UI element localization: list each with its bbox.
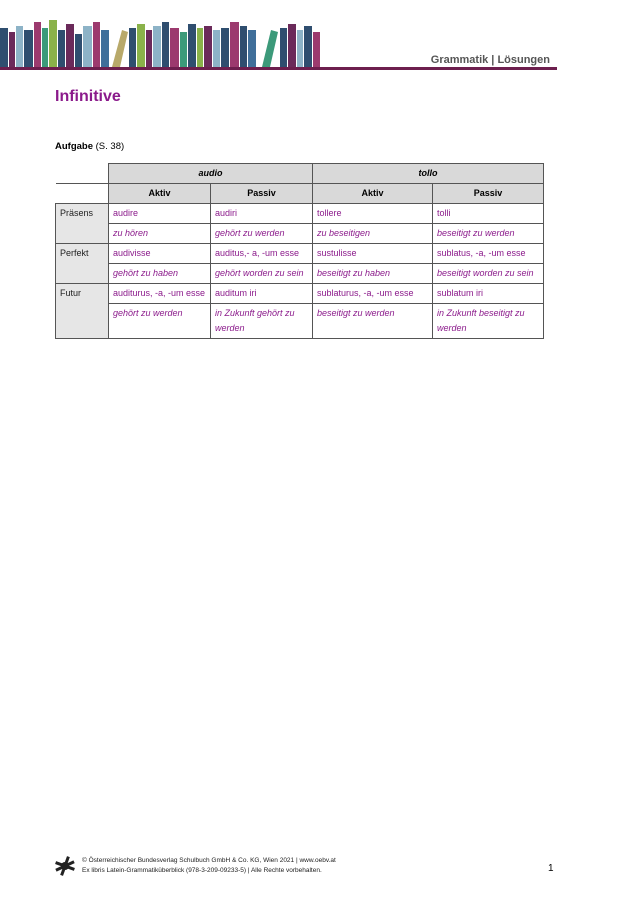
german-cell: gehört zu werden: [211, 224, 313, 244]
header-rule: [0, 67, 557, 70]
infinitive-table: [55, 163, 544, 339]
german-cell: gehört worden zu sein: [211, 264, 313, 284]
verb-header-tollo: tollo: [313, 164, 544, 184]
german-cell: in Zukunft gehört zu werden: [211, 304, 313, 339]
latin-cell: auditurus, -a, -um esse: [109, 284, 211, 304]
table-row: [56, 304, 544, 339]
table-row: [56, 224, 544, 244]
latin-cell: audivisse: [109, 244, 211, 264]
german-cell: beseitigt zu werden: [433, 224, 544, 244]
latin-cell: sublatum iri: [433, 284, 544, 304]
oebv-logo-icon: [55, 856, 75, 876]
table-row: [56, 264, 544, 284]
latin-cell: auditus,- a, -um esse: [211, 244, 313, 264]
german-cell: zu beseitigen: [313, 224, 433, 244]
table-corner: [56, 184, 109, 204]
footer-line-1: © Österreichischer Bundesverlag Schulbuch GmbH & Co. KG, Wien 2021 | www.oebv.at: [82, 857, 336, 864]
footer-line-2: Ex libris Latein-Grammatiküberblick (978-3-209-09233-5) | Alle Rechte vorbehalten.: [82, 867, 322, 874]
latin-cell: sublaturus, -a, -um esse: [313, 284, 433, 304]
task-label: Aufgabe: [55, 141, 93, 152]
verb-header-audio: audio: [109, 164, 313, 184]
footer-copyright: [82, 856, 336, 876]
german-cell: beseitigt zu werden: [313, 304, 433, 339]
row-label-futur: Futur: [56, 284, 109, 339]
latin-cell: sustulisse: [313, 244, 433, 264]
table-row: [56, 244, 544, 264]
task-heading: [55, 141, 124, 152]
latin-cell: tollere: [313, 204, 433, 224]
german-cell: beseitigt zu haben: [313, 264, 433, 284]
subheader-passiv: Passiv: [211, 184, 313, 204]
bookshelf-banner: [0, 0, 330, 70]
header-label: Grammatik | Lösungen: [430, 54, 550, 66]
row-label-perfekt: Perfekt: [56, 244, 109, 284]
german-cell: zu hören: [109, 224, 211, 244]
latin-cell: audire: [109, 204, 211, 224]
latin-cell: auditum iri: [211, 284, 313, 304]
subheader-aktiv: Aktiv: [313, 184, 433, 204]
german-cell: gehört zu werden: [109, 304, 211, 339]
subheader-aktiv: Aktiv: [109, 184, 211, 204]
latin-cell: audiri: [211, 204, 313, 224]
table-corner: [56, 164, 109, 184]
german-cell: gehört zu haben: [109, 264, 211, 284]
latin-cell: sublatus, -a, -um esse: [433, 244, 544, 264]
subheader-passiv: Passiv: [433, 184, 544, 204]
page-title: Infinitive: [55, 88, 121, 105]
page-number: 1: [548, 863, 554, 874]
german-cell: beseitigt worden zu sein: [433, 264, 544, 284]
latin-cell: tolli: [433, 204, 544, 224]
table-row: [56, 204, 544, 224]
table-row: [56, 284, 544, 304]
row-label-praesens: Präsens: [56, 204, 109, 244]
task-ref: (S. 38): [95, 141, 125, 152]
german-cell: in Zukunft beseitigt zu werden: [433, 304, 544, 339]
